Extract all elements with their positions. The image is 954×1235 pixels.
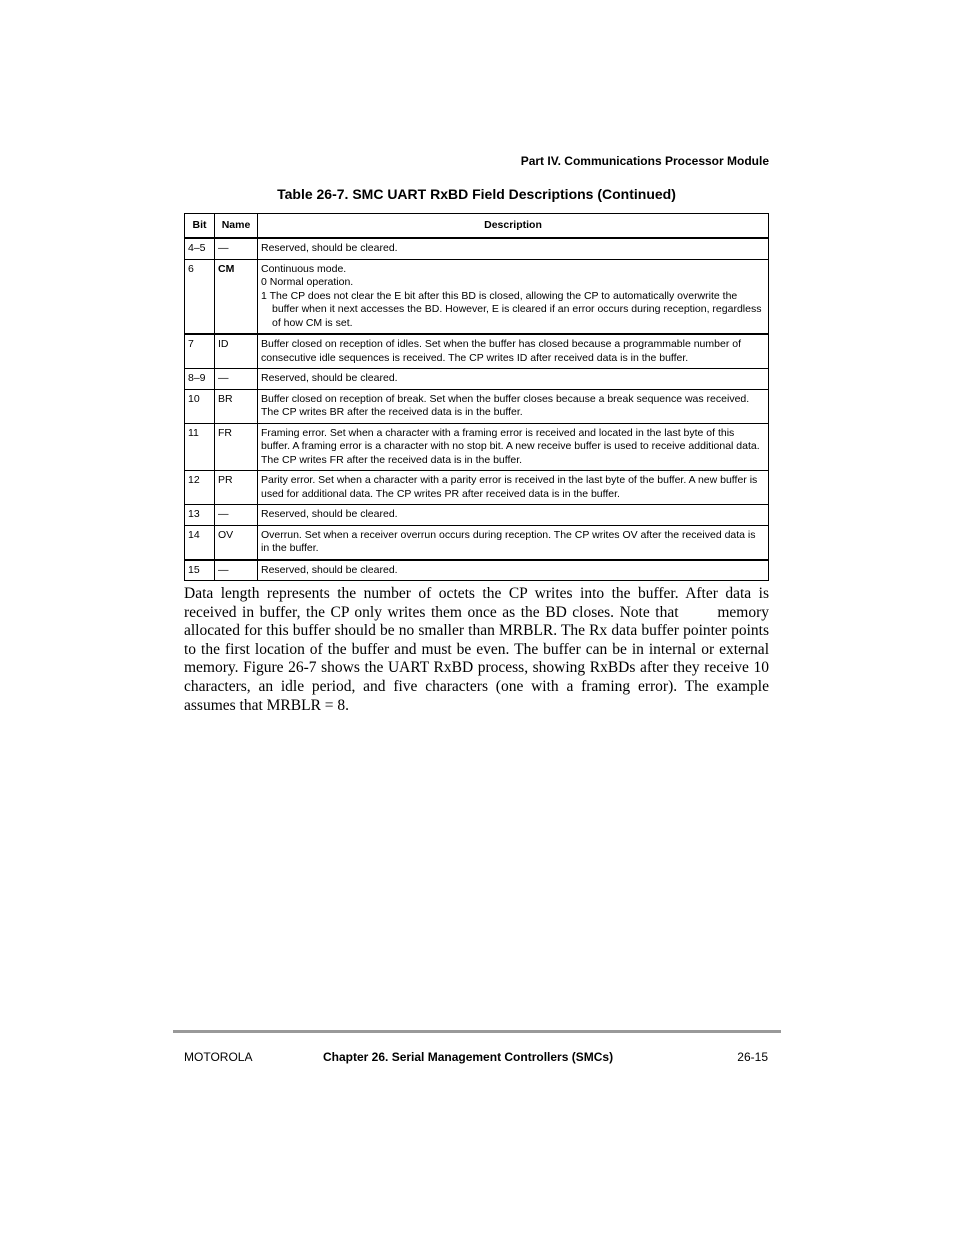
name-cell: —	[215, 505, 258, 526]
description-text: Reserved, should be cleared.	[261, 372, 398, 384]
table-row	[185, 369, 769, 390]
description-text: Buffer closed on reception of break. Set when the buffer closes because a break sequence was received. The CP writes BR after the received data is in the buffer.	[261, 392, 750, 418]
bit-cell: 10	[185, 389, 215, 423]
description-text: Reserved, should be cleared.	[261, 563, 398, 576]
field-description-table	[184, 213, 769, 581]
bit-cell: 12	[185, 471, 215, 505]
bit-cell: 6	[185, 259, 215, 334]
table-row	[185, 471, 769, 505]
description-cell	[258, 423, 769, 471]
name-cell: PR	[215, 471, 258, 505]
name-cell: FR	[215, 423, 258, 471]
table-row	[185, 525, 769, 560]
description-cell	[258, 369, 769, 390]
description-text: Reserved, should be cleared.	[261, 508, 398, 520]
description-cell	[258, 505, 769, 526]
description-cell	[258, 525, 769, 560]
column-header-name: Name	[215, 214, 258, 239]
description-text: Continuous mode.	[261, 262, 347, 275]
part-header: Part IV. Communications Processor Module	[520, 154, 769, 168]
bit-cell: 13	[185, 505, 215, 526]
name-cell: —	[215, 238, 258, 259]
bit-cell: 15	[185, 560, 215, 581]
table-row	[185, 238, 769, 259]
name-cell: OV	[215, 525, 258, 560]
description-cell	[258, 389, 769, 423]
description-text: Framing error. Set when a character with a framing error is received and located in the last byte of this buffer. A framing error is a character with no stop bit. A new receive buffer is used to receive additional data. The CP writes FR after the received data is in the buffer.	[261, 426, 760, 466]
bit-cell: 11	[185, 423, 215, 471]
description-text: Reserved, should be cleared.	[261, 242, 398, 254]
table-caption: Table 26-7. SMC UART RxBD Field Descriptions (Continued)	[277, 186, 676, 202]
description-option-1: 1 The CP does not clear the E bit after this BD is closed, allowing the CP to automatically overwrite the buffer when it next accesses the BD. However, E is cleared if an error occurs during reception, regardless of how CM is set.	[261, 289, 762, 329]
table-row	[185, 259, 769, 334]
table-header-row	[185, 214, 769, 239]
bit-cell: 14	[185, 525, 215, 560]
footer-brand: MOTOROLA	[184, 1050, 253, 1064]
name-cell: —	[215, 369, 258, 390]
name-cell: ID	[215, 334, 258, 369]
description-cell	[258, 560, 769, 581]
table-row	[185, 389, 769, 423]
description-cell	[258, 259, 769, 334]
description-text: Overrun. Set when a receiver overrun occurs during reception. The CP writes OV after the received data is in the buffer.	[261, 528, 756, 554]
description-cell	[258, 238, 769, 259]
column-header-bit: Bit	[185, 214, 215, 239]
description-text: Buffer closed on reception of idles. Set when the buffer has closed because a programmable number of consecutive idle sequences is received. The CP writes ID after received data is in the buffer.	[261, 338, 741, 364]
column-header-description: Description	[258, 214, 769, 239]
description-text: Parity error. Set when a character with a parity error is received in the last byte of the buffer. A new buffer is used for additional data. The CP writes PR after received data is in the buffer.	[261, 474, 758, 500]
table-row	[185, 334, 769, 369]
description-cell	[258, 334, 769, 369]
footer-divider	[173, 1030, 781, 1033]
name-cell: CM	[215, 259, 258, 334]
description-cell	[258, 471, 769, 505]
table-row	[185, 423, 769, 471]
description-option-0: 0 Normal operation.	[261, 276, 354, 288]
bit-cell: 4–5	[185, 238, 215, 259]
name-cell: —	[215, 560, 258, 581]
bit-cell: 8–9	[185, 369, 215, 390]
table-row	[185, 560, 769, 581]
bit-cell: 7	[185, 334, 215, 369]
footer-chapter-title: Chapter 26. Serial Management Controllers (SMCs)	[323, 1050, 614, 1064]
footer-page-number: 26-15	[737, 1050, 768, 1064]
body-paragraph: Data length represents the number of octets the CP writes into the buffer. After data is received in buffer, the CP only writes them once as the BD closes. Note that memory allocated for this buffer should be no smaller than MRBLR. The Rx data buffer pointer points to the first location of the buffer and must be even. The buffer can be in internal or external memory. Figure 26-7 shows the UART RxBD process, showing RxBDs after they receive 10 characters, an idle period, and five characters (one with a framing error). The example assumes that MRBLR = 8.	[184, 585, 769, 714]
table-row	[185, 505, 769, 526]
name-cell: BR	[215, 389, 258, 423]
